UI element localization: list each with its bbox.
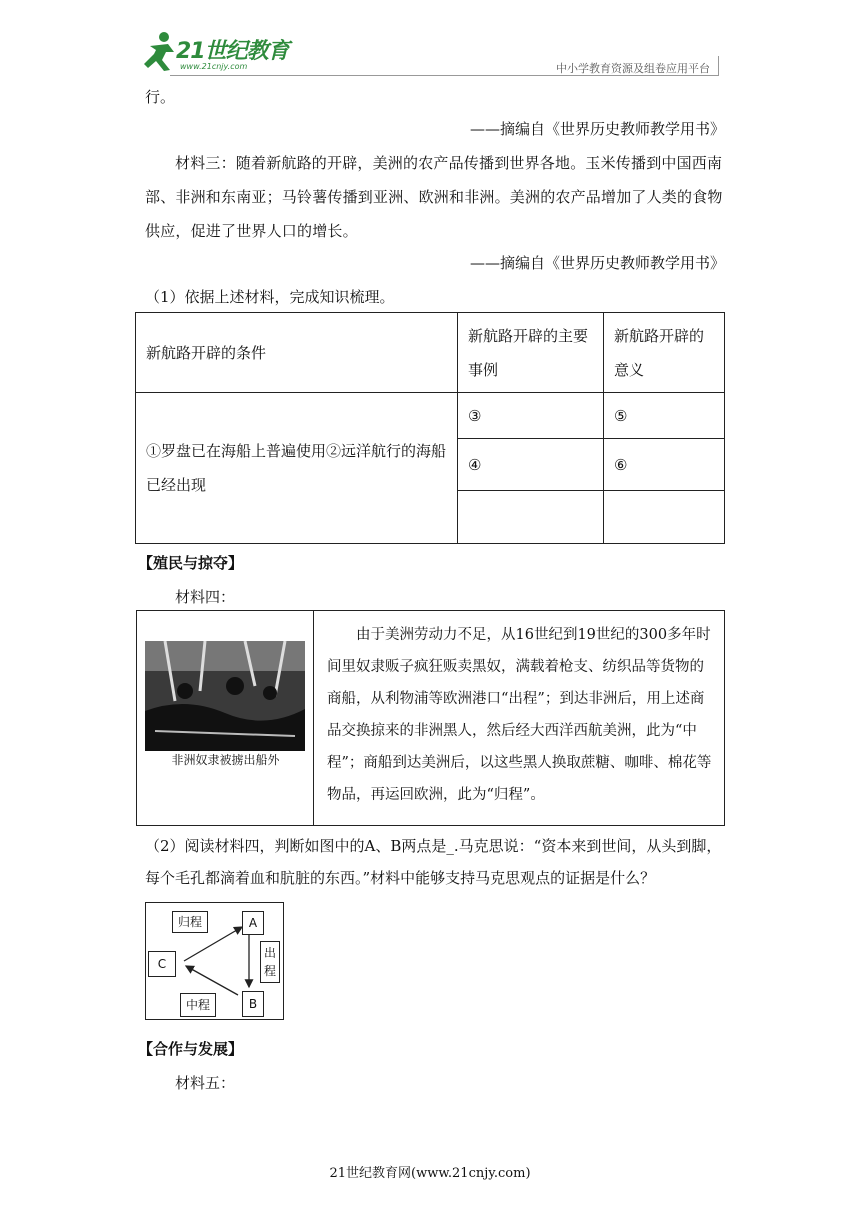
source-citation: ——摘编自《世界历史教师教学用书》 bbox=[469, 254, 725, 272]
material-four-box bbox=[136, 610, 725, 826]
point-c: C bbox=[148, 951, 176, 977]
point-a: A bbox=[242, 911, 264, 935]
source-citation: ——摘编自《世界历史教师教学用书》 bbox=[469, 120, 725, 138]
table-cell-blank: ④ bbox=[458, 439, 604, 491]
table-cell-conditions: ①罗盘已在海船上普遍使用②远洋航行的海船已经出现 bbox=[136, 393, 458, 544]
triangle-trade-diagram bbox=[145, 902, 284, 1020]
question-two: （2）阅读材料四，判断如图中的A、B两点是_.马克思说：“资本来到世间，从头到脚，每个毛孔都滴着血和肮脏的东西。”材料中能够支持马克思观点的证据是什么？ bbox=[145, 837, 722, 887]
table-cell-blank: ③ bbox=[458, 393, 604, 439]
table-cell-empty bbox=[604, 491, 725, 544]
middle-leg-label: 中程 bbox=[180, 993, 216, 1017]
outbound-leg-label: 出 程 bbox=[260, 941, 280, 983]
table-header-conditions: 新航路开辟的条件 bbox=[136, 313, 458, 393]
table-cell-blank: ⑤ bbox=[604, 393, 725, 439]
return-leg-label: 归程 bbox=[172, 911, 208, 933]
material-three: 材料三：随着新航路的开辟，美洲的农产品传播到世界各地。玉米传播到中国西南部、非洲和东南亚；马铃薯传播到亚洲、欧洲和非洲。美洲的农产品增加了人类的食物供应，促进了世界人口的增长。 bbox=[145, 154, 723, 240]
slave-ship-illustration bbox=[145, 641, 305, 751]
brand-url: www.21cnjy.com bbox=[180, 62, 248, 71]
section-heading: 【合作与发展】 bbox=[138, 1040, 244, 1058]
material-four-text: 由于美洲劳动力不足，从16世纪到19世纪的300多年时间里奴隶贩子疯狂贩卖黑奴，满载着枪支、纺织品等货物的商船，从利物浦等欧洲港口“出程”；到达非洲后，用上述商品交换掠来的非洲黑人，然后经大西洋西航美洲，此为“中程”；商船到达美洲后，以这些黑人换取蔗糖、咖啡、棉花等物品，再运回欧洲，此为“归程”。 bbox=[327, 627, 712, 803]
runner-icon bbox=[140, 30, 180, 72]
brand-name: 21世纪教育 bbox=[176, 39, 289, 64]
table-cell-empty bbox=[458, 491, 604, 544]
table-header-events: 新航路开辟的主要事例 bbox=[458, 313, 604, 393]
table-header-significance: 新航路开辟的意义 bbox=[604, 313, 725, 393]
header-divider bbox=[170, 75, 718, 76]
material-label: 材料四： bbox=[175, 588, 236, 606]
site-logo bbox=[140, 30, 290, 74]
material-image-cell bbox=[137, 611, 314, 825]
knowledge-table bbox=[135, 312, 725, 544]
point-b: B bbox=[242, 991, 264, 1017]
page-header bbox=[0, 0, 860, 80]
header-divider-tick bbox=[718, 56, 719, 76]
material-label: 材料五： bbox=[175, 1074, 236, 1092]
platform-name: 中小学教育资源及组卷应用平台 bbox=[556, 62, 710, 75]
text-line: 行。 bbox=[145, 88, 176, 106]
image-caption: 非洲奴隶被掳出船外 bbox=[171, 753, 280, 767]
table-cell-blank: ⑥ bbox=[604, 439, 725, 491]
question-one: （1）依据上述材料，完成知识梳理。 bbox=[145, 288, 395, 306]
section-heading: 【殖民与掠夺】 bbox=[138, 554, 244, 572]
page-footer: 21世纪教育网(www.21cnjy.com) bbox=[329, 1166, 531, 1181]
